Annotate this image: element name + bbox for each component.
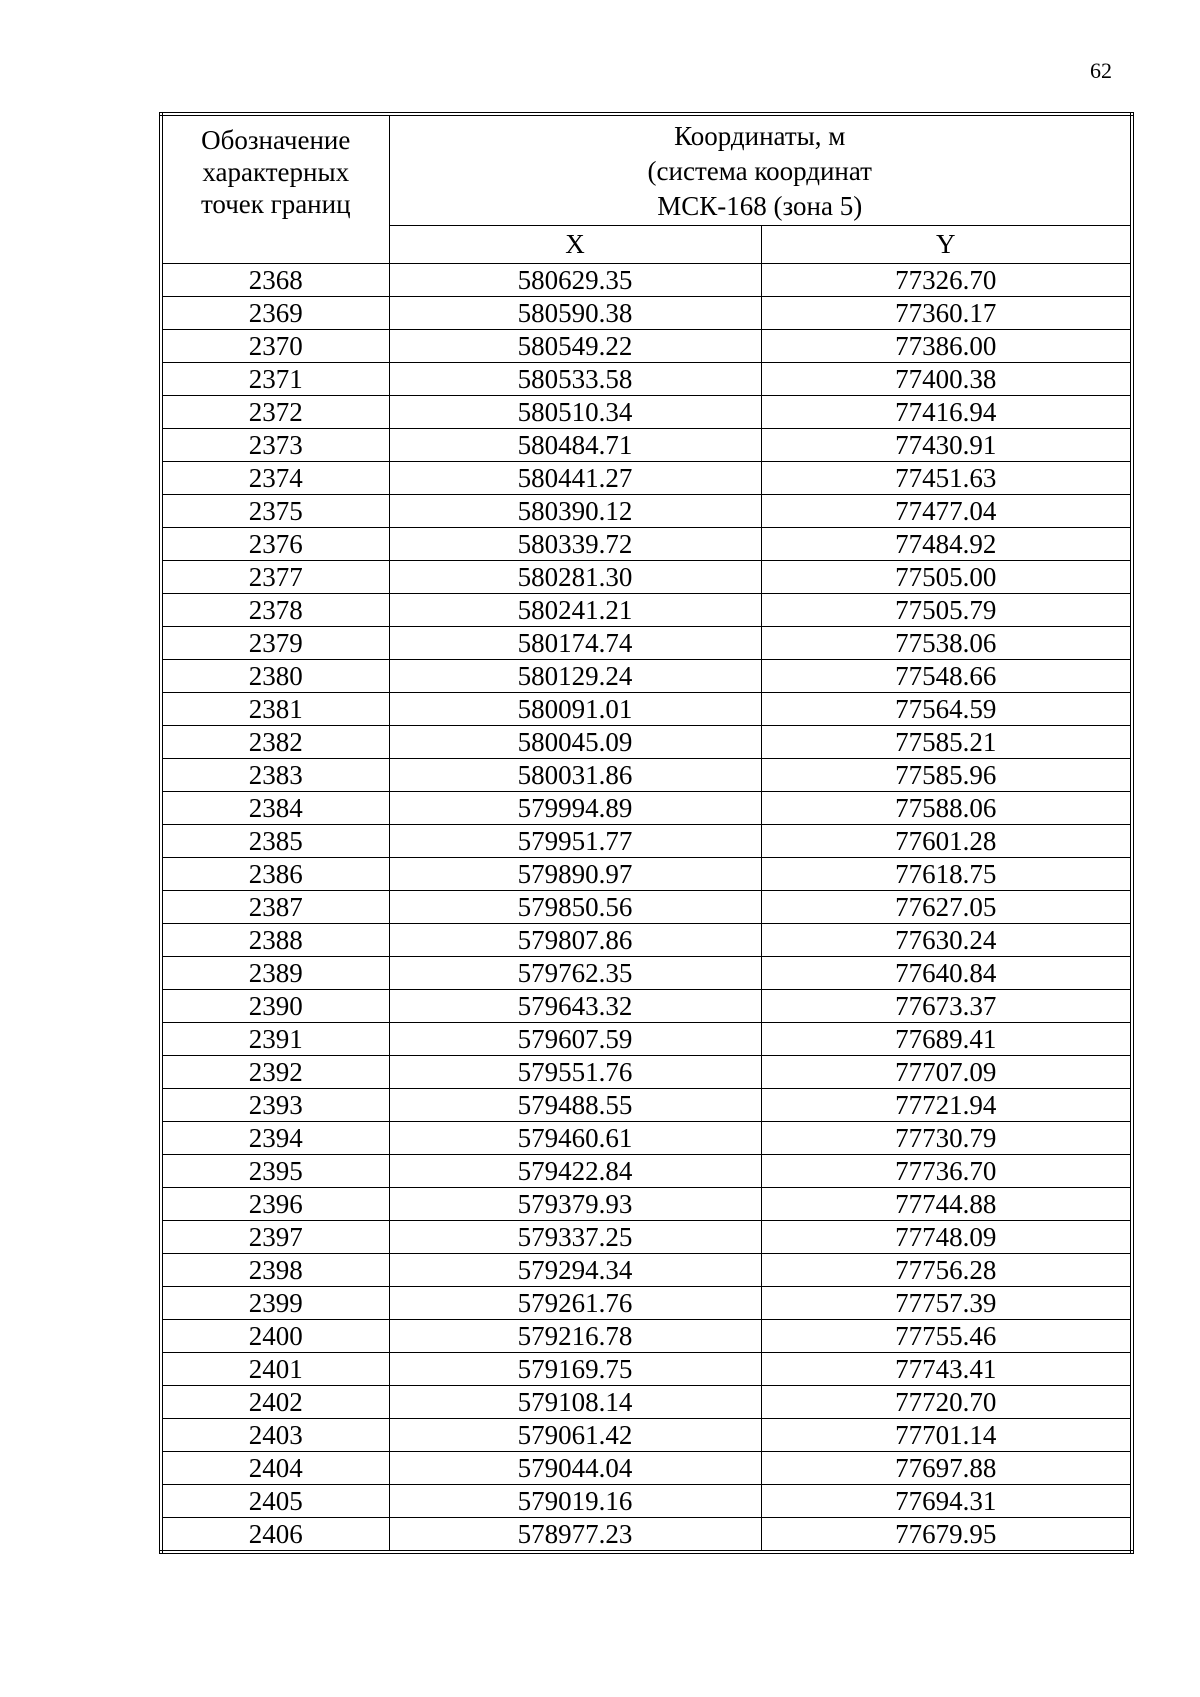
- y-cell: 77400.38: [761, 363, 1132, 396]
- y-cell: 77744.88: [761, 1188, 1132, 1221]
- table-row: [161, 462, 1132, 495]
- y-cell: 77720.70: [761, 1386, 1132, 1419]
- point-cell: 2393: [161, 1089, 389, 1122]
- point-cell: 2382: [161, 726, 389, 759]
- table-row: [161, 330, 1132, 363]
- point-cell: 2369: [161, 297, 389, 330]
- x-cell: 579261.76: [389, 1287, 761, 1320]
- point-cell: 2406: [161, 1518, 389, 1553]
- point-cell: 2399: [161, 1287, 389, 1320]
- table-row: [161, 891, 1132, 924]
- x-cell: 580549.22: [389, 330, 761, 363]
- point-cell: 2374: [161, 462, 389, 495]
- y-cell: 77360.17: [761, 297, 1132, 330]
- y-cell: 77601.28: [761, 825, 1132, 858]
- point-cell: 2386: [161, 858, 389, 891]
- table-row: [161, 627, 1132, 660]
- y-cell: 77451.63: [761, 462, 1132, 495]
- point-cell: 2379: [161, 627, 389, 660]
- y-cell: 77326.70: [761, 264, 1132, 297]
- point-cell: 2394: [161, 1122, 389, 1155]
- x-cell: 579994.89: [389, 792, 761, 825]
- x-cell: 579294.34: [389, 1254, 761, 1287]
- y-cell: 77477.04: [761, 495, 1132, 528]
- x-cell: 580241.21: [389, 594, 761, 627]
- x-cell: 579061.42: [389, 1419, 761, 1452]
- header-coords-line: Координаты, м: [674, 121, 846, 151]
- table-row: [161, 990, 1132, 1023]
- x-cell: 579890.97: [389, 858, 761, 891]
- x-cell: 579379.93: [389, 1188, 761, 1221]
- table-row: [161, 1386, 1132, 1419]
- table-row: [161, 1023, 1132, 1056]
- table-row: [161, 1188, 1132, 1221]
- point-cell: 2397: [161, 1221, 389, 1254]
- y-cell: 77697.88: [761, 1452, 1132, 1485]
- table-row: [161, 1287, 1132, 1320]
- point-cell: 2403: [161, 1419, 389, 1452]
- y-cell: 77701.14: [761, 1419, 1132, 1452]
- y-cell: 77730.79: [761, 1122, 1132, 1155]
- x-cell: 580091.01: [389, 693, 761, 726]
- table-row: [161, 1353, 1132, 1386]
- x-cell: 579607.59: [389, 1023, 761, 1056]
- y-cell: 77430.91: [761, 429, 1132, 462]
- x-cell: 579807.86: [389, 924, 761, 957]
- header-x: X: [389, 226, 761, 264]
- point-cell: 2384: [161, 792, 389, 825]
- point-cell: 2405: [161, 1485, 389, 1518]
- y-cell: 77743.41: [761, 1353, 1132, 1386]
- x-cell: 578977.23: [389, 1518, 761, 1553]
- point-cell: 2396: [161, 1188, 389, 1221]
- x-cell: 579951.77: [389, 825, 761, 858]
- table-row: [161, 1320, 1132, 1353]
- table-row: [161, 1155, 1132, 1188]
- header-coords-line: (система координат: [647, 156, 872, 186]
- x-cell: 580174.74: [389, 627, 761, 660]
- x-cell: 579169.75: [389, 1353, 761, 1386]
- y-cell: 77721.94: [761, 1089, 1132, 1122]
- point-cell: 2383: [161, 759, 389, 792]
- table-row: [161, 594, 1132, 627]
- y-cell: 77585.21: [761, 726, 1132, 759]
- table-row: [161, 1089, 1132, 1122]
- header-coordinates: [389, 114, 1132, 226]
- table-row: [161, 363, 1132, 396]
- y-cell: 77416.94: [761, 396, 1132, 429]
- point-cell: 2404: [161, 1452, 389, 1485]
- y-cell: 77386.00: [761, 330, 1132, 363]
- table-row: [161, 693, 1132, 726]
- x-cell: 580629.35: [389, 264, 761, 297]
- y-cell: 77755.46: [761, 1320, 1132, 1353]
- point-cell: 2400: [161, 1320, 389, 1353]
- point-cell: 2370: [161, 330, 389, 363]
- point-cell: 2372: [161, 396, 389, 429]
- x-cell: 580484.71: [389, 429, 761, 462]
- x-cell: 580390.12: [389, 495, 761, 528]
- x-cell: 580339.72: [389, 528, 761, 561]
- point-cell: 2378: [161, 594, 389, 627]
- y-cell: 77673.37: [761, 990, 1132, 1023]
- y-cell: 77484.92: [761, 528, 1132, 561]
- table-row: [161, 792, 1132, 825]
- point-cell: 2376: [161, 528, 389, 561]
- y-cell: 77505.79: [761, 594, 1132, 627]
- x-cell: 579422.84: [389, 1155, 761, 1188]
- x-cell: 579337.25: [389, 1221, 761, 1254]
- point-cell: 2402: [161, 1386, 389, 1419]
- table-row: [161, 858, 1132, 891]
- x-cell: 579108.14: [389, 1386, 761, 1419]
- y-cell: 77630.24: [761, 924, 1132, 957]
- x-cell: 579019.16: [389, 1485, 761, 1518]
- point-cell: 2373: [161, 429, 389, 462]
- page-number: 62: [1090, 58, 1112, 83]
- table-row: [161, 660, 1132, 693]
- header-coords-line: МСК-168 (зона 5): [657, 191, 863, 221]
- table-row: [161, 924, 1132, 957]
- x-cell: 579488.55: [389, 1089, 761, 1122]
- point-cell: 2391: [161, 1023, 389, 1056]
- table-row: [161, 264, 1132, 297]
- point-cell: 2368: [161, 264, 389, 297]
- table-row: [161, 1056, 1132, 1089]
- table-row: [161, 495, 1132, 528]
- table-row: [161, 1518, 1132, 1553]
- table-row: [161, 1254, 1132, 1287]
- point-cell: 2398: [161, 1254, 389, 1287]
- header-point-line: характерных: [202, 157, 350, 187]
- x-cell: 580441.27: [389, 462, 761, 495]
- header-boundary-points: [161, 114, 389, 264]
- y-cell: 77756.28: [761, 1254, 1132, 1287]
- x-cell: 579762.35: [389, 957, 761, 990]
- y-cell: 77548.66: [761, 660, 1132, 693]
- x-cell: 580590.38: [389, 297, 761, 330]
- y-cell: 77505.00: [761, 561, 1132, 594]
- header-point-line: точек границ: [200, 189, 351, 219]
- table-row: [161, 1221, 1132, 1254]
- header-y: Y: [761, 226, 1132, 264]
- x-cell: 580031.86: [389, 759, 761, 792]
- y-cell: 77588.06: [761, 792, 1132, 825]
- point-cell: 2375: [161, 495, 389, 528]
- y-cell: 77707.09: [761, 1056, 1132, 1089]
- x-cell: 580281.30: [389, 561, 761, 594]
- x-cell: 580045.09: [389, 726, 761, 759]
- point-cell: 2385: [161, 825, 389, 858]
- x-cell: 579044.04: [389, 1452, 761, 1485]
- y-cell: 77640.84: [761, 957, 1132, 990]
- point-cell: 2392: [161, 1056, 389, 1089]
- point-cell: 2389: [161, 957, 389, 990]
- point-cell: 2371: [161, 363, 389, 396]
- table-row: [161, 1122, 1132, 1155]
- table-row: [161, 1419, 1132, 1452]
- y-cell: 77689.41: [761, 1023, 1132, 1056]
- table-body: [161, 264, 1132, 1553]
- y-cell: 77618.75: [761, 858, 1132, 891]
- coordinates-table-container: [159, 112, 1130, 1554]
- x-cell: 580533.58: [389, 363, 761, 396]
- point-cell: 2380: [161, 660, 389, 693]
- y-cell: 77757.39: [761, 1287, 1132, 1320]
- y-cell: 77694.31: [761, 1485, 1132, 1518]
- table-header: [161, 114, 1132, 264]
- x-cell: 579216.78: [389, 1320, 761, 1353]
- point-cell: 2381: [161, 693, 389, 726]
- y-cell: 77627.05: [761, 891, 1132, 924]
- table-row: [161, 825, 1132, 858]
- table-row: [161, 726, 1132, 759]
- point-cell: 2390: [161, 990, 389, 1023]
- table-row: [161, 396, 1132, 429]
- table-row: [161, 957, 1132, 990]
- point-cell: 2387: [161, 891, 389, 924]
- table-row: [161, 1452, 1132, 1485]
- table-row: [161, 297, 1132, 330]
- x-cell: 579850.56: [389, 891, 761, 924]
- table-row: [161, 561, 1132, 594]
- point-cell: 2377: [161, 561, 389, 594]
- point-cell: 2395: [161, 1155, 389, 1188]
- y-cell: 77679.95: [761, 1518, 1132, 1553]
- x-cell: 580129.24: [389, 660, 761, 693]
- x-cell: 579460.61: [389, 1122, 761, 1155]
- y-cell: 77736.70: [761, 1155, 1132, 1188]
- y-cell: 77538.06: [761, 627, 1132, 660]
- x-cell: 580510.34: [389, 396, 761, 429]
- y-cell: 77564.59: [761, 693, 1132, 726]
- coordinates-table: [159, 112, 1134, 1554]
- table-row: [161, 759, 1132, 792]
- x-cell: 579551.76: [389, 1056, 761, 1089]
- table-row: [161, 528, 1132, 561]
- header-point-line: Обозначение: [201, 125, 351, 155]
- table-row: [161, 1485, 1132, 1518]
- y-cell: 77585.96: [761, 759, 1132, 792]
- x-cell: 579643.32: [389, 990, 761, 1023]
- point-cell: 2388: [161, 924, 389, 957]
- table-row: [161, 429, 1132, 462]
- point-cell: 2401: [161, 1353, 389, 1386]
- y-cell: 77748.09: [761, 1221, 1132, 1254]
